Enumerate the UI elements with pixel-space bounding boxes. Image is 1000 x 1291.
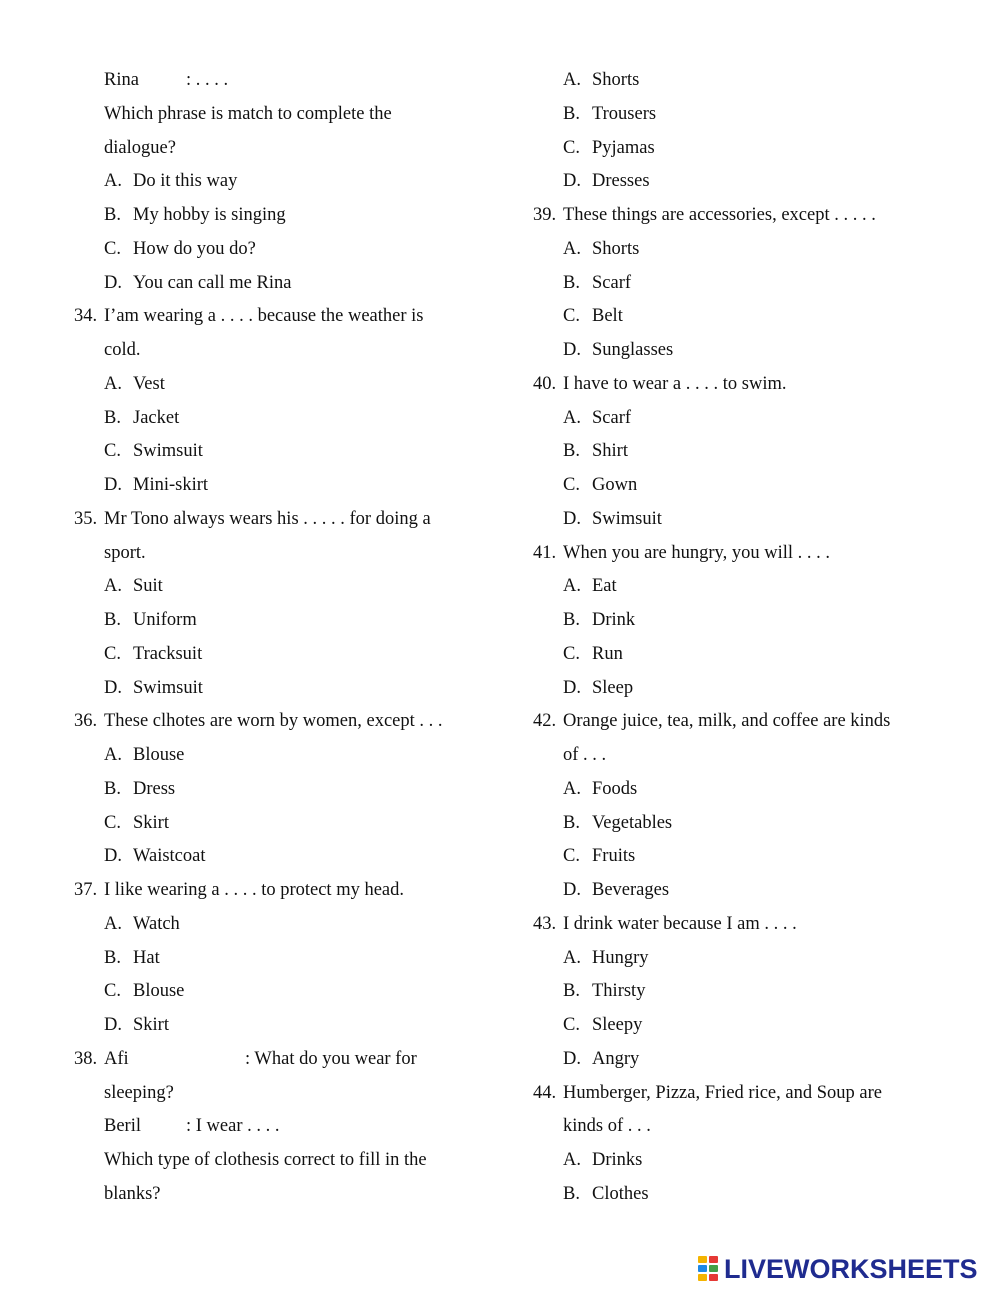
answer-option[interactable] [104,840,504,874]
dialogue-text: : . . . . [186,70,229,90]
option-text: Scarf [592,407,632,428]
answer-option[interactable] [563,874,963,908]
question-number: 42. [533,711,557,732]
question-text: I’am wearing a . . . . because the weather is [104,306,424,327]
answer-option[interactable] [563,98,963,132]
dialogue-text: : I wear . . . . [186,1116,280,1137]
logo-block [709,1265,718,1272]
answer-option[interactable] [104,402,504,436]
option-letter: D. [563,880,581,900]
option-letter: C. [563,475,580,495]
answer-option[interactable] [563,334,963,368]
option-text: Belt [592,306,623,327]
option-letter: A. [563,947,581,968]
liveworksheets-logo[interactable] [698,1253,978,1285]
option-text: Dress [133,778,176,799]
option-text: Angry [592,1048,640,1069]
option-text: Fruits [592,846,636,867]
question-text-line: kinds of . . . [563,1116,651,1137]
option-text: Skirt [133,1015,169,1035]
option-letter: C. [563,306,580,327]
option-letter: A. [563,238,581,259]
option-text: Clothes [592,1183,649,1204]
option-letter: D. [104,272,122,293]
question-number: 38. [74,1048,98,1069]
option-letter: D. [563,340,581,360]
option-text: Waistcoat [133,846,206,867]
question-text: These clhotes are worn by women, except . . . [104,711,443,732]
option-letter: B. [563,1183,580,1204]
option-letter: A. [563,1150,581,1170]
option-letter: C. [104,643,121,664]
speaker-name: Rina [104,70,139,90]
option-text: Swimsuit [133,677,203,698]
answer-option[interactable] [563,840,963,874]
option-letter: D. [104,1015,122,1035]
logo-block [709,1274,718,1281]
answer-option[interactable] [563,807,963,841]
option-letter: B. [104,205,121,225]
dialogue-text: : What do you wear for [245,1048,417,1069]
answer-option[interactable] [563,469,963,503]
question-text: Orange juice, tea, milk, and coffee are kinds [563,711,891,732]
answer-option[interactable] [104,807,504,841]
option-letter: B. [563,441,580,462]
option-text: Vegetables [592,812,673,833]
answer-option[interactable] [563,638,963,672]
option-text: Shorts [592,70,640,90]
option-letter: C. [563,846,580,867]
option-text: Run [592,643,623,664]
option-text: Sleep [592,677,634,698]
speaker-name: Beril [104,1116,141,1137]
answer-option[interactable] [563,503,963,537]
answer-option[interactable] [104,368,504,402]
option-text: Blouse [133,981,185,1002]
option-text: How do you do? [133,238,256,259]
option-letter: C. [563,643,580,664]
answer-option[interactable] [563,165,963,199]
option-letter: A. [104,171,122,192]
question [74,874,504,908]
question-number: 44. [533,1082,557,1103]
answer-option[interactable] [104,942,504,976]
answer-option[interactable] [563,672,963,706]
option-text: Thirsty [592,981,646,1002]
option-letter: B. [104,407,121,428]
question-text: These things are accessories, except . . . . . [563,205,876,225]
question [533,908,963,942]
option-letter: A. [563,576,581,597]
question-text: When you are hungry, you will . . . . [563,542,830,563]
question-number: 34. [74,306,98,327]
option-text: Foods [592,778,638,799]
option-text: Do it this way [133,171,238,192]
option-letter: B. [563,812,580,833]
option-text: Hat [133,947,160,968]
logo-block [698,1256,707,1263]
dialogue-line [74,1043,504,1077]
option-text: Shirt [592,441,628,462]
question [533,199,963,233]
answer-option[interactable] [104,975,504,1009]
answer-option[interactable] [563,1178,963,1212]
option-text: Blouse [133,745,185,765]
answer-option[interactable] [563,402,963,436]
option-text: Uniform [133,610,197,630]
answer-option[interactable] [563,773,963,807]
option-letter: A. [563,70,581,90]
question-number: 43. [533,913,557,934]
option-letter: A. [104,576,122,597]
question-text: I have to wear a . . . . to swim. [563,373,787,394]
answer-option[interactable] [563,64,963,98]
liveworksheets-blocks-icon [698,1256,720,1282]
question-number: 39. [533,205,557,225]
option-letter: A. [104,745,122,765]
answer-option[interactable] [563,267,963,301]
option-text: Shorts [592,238,640,259]
option-text: Hungry [592,947,649,968]
option-text: Eat [592,576,617,597]
option-letter: C. [563,137,580,158]
option-letter: C. [104,441,121,462]
answer-option[interactable] [104,199,504,233]
question-text-line: of . . . [563,745,607,765]
option-text: Watch [133,913,180,934]
option-text: Suit [133,576,163,597]
option-text: Pyjamas [592,137,655,158]
option-letter: D. [104,677,122,698]
question-text: Mr Tono always wears his . . . . . for doing a [104,508,431,529]
answer-option[interactable] [104,908,504,942]
answer-option[interactable] [104,739,504,773]
option-text: Vest [133,373,165,394]
question-number: 36. [74,711,98,732]
question-number: 37. [74,880,98,900]
question-number: 35. [74,508,98,529]
answer-option[interactable] [563,300,963,334]
option-text: Drinks [592,1150,643,1170]
option-letter: D. [104,846,122,867]
question-text: Humberger, Pizza, Fried rice, and Soup are [563,1082,882,1103]
option-letter: B. [563,272,580,293]
option-letter: B. [563,103,580,124]
answer-option[interactable] [104,570,504,604]
logo-block [698,1274,707,1281]
answer-option[interactable] [104,672,504,706]
question-text: I like wearing a . . . . to protect my head. [104,880,405,900]
option-letter: B. [563,981,580,1002]
option-text: Skirt [133,812,169,833]
answer-option[interactable] [563,604,963,638]
option-letter: A. [563,407,581,428]
answer-option[interactable] [563,1144,963,1178]
option-letter: D. [563,171,581,192]
answer-option[interactable] [563,942,963,976]
speaker-name: Afi [104,1048,129,1069]
answer-option[interactable] [563,1009,963,1043]
answer-option[interactable] [563,570,963,604]
question-text-line: sleeping? [104,1082,174,1103]
answer-option[interactable] [104,604,504,638]
option-letter: B. [104,610,121,630]
logo-block [698,1265,707,1272]
option-letter: C. [563,1015,580,1035]
question-text-line: Which phrase is match to complete the [104,103,392,124]
answer-option[interactable] [563,1043,963,1077]
question-text-line: dialogue? [104,137,176,158]
option-text: Trousers [592,103,657,124]
question [533,368,963,402]
option-letter: B. [104,778,121,799]
left-column [74,64,504,1212]
option-letter: C. [104,238,121,259]
option-text: Scarf [592,272,632,293]
option-text: Drink [592,610,636,630]
option-text: My hobby is singing [133,205,286,225]
option-letter: B. [563,610,580,630]
question-text-line: Which type of clothesis correct to fill in the [104,1150,427,1170]
question [533,537,963,571]
answer-option[interactable] [563,975,963,1009]
question-text-line: sport. [104,542,146,563]
logo-text: LIVEWORKSHEETS [724,1254,978,1284]
option-letter: A. [104,913,122,934]
option-letter: D. [563,677,581,698]
option-text: Jacket [133,407,180,428]
answer-option[interactable] [563,435,963,469]
option-letter: B. [104,947,121,968]
answer-option[interactable] [104,773,504,807]
answer-option[interactable] [104,165,504,199]
option-text: Swimsuit [133,441,203,462]
option-text: Mini-skirt [133,475,209,495]
question [74,705,504,739]
option-letter: C. [104,981,121,1002]
logo-block [709,1256,718,1263]
answer-option[interactable] [563,132,963,166]
option-text: Swimsuit [592,508,662,529]
question [74,300,504,334]
option-text: Dresses [592,171,650,192]
option-letter: D. [563,508,581,529]
question-number: 41. [533,542,557,563]
answer-option[interactable] [104,1009,504,1043]
question-text: I drink water because I am . . . . [563,913,797,934]
option-letter: A. [104,373,122,394]
question [533,705,963,739]
option-letter: C. [104,812,121,833]
right-column [533,64,963,1212]
option-letter: D. [104,475,122,495]
dialogue-line [104,1110,504,1144]
question-text-line: cold. [104,340,141,360]
option-letter: A. [563,778,581,799]
option-text: Sleepy [592,1015,643,1035]
option-text: Gown [592,475,638,495]
option-text: Beverages [592,880,670,900]
answer-option[interactable] [104,638,504,672]
answer-option[interactable] [563,233,963,267]
option-text: You can call me Rina [133,272,292,293]
question [533,1077,963,1111]
answer-option[interactable] [104,233,504,267]
question [74,503,504,537]
question-number: 40. [533,373,557,394]
answer-option[interactable] [104,469,504,503]
question-text-line: blanks? [104,1183,161,1204]
option-text: Sunglasses [592,340,674,360]
option-letter: D. [563,1048,581,1069]
option-text: Tracksuit [133,643,203,664]
dialogue-line [104,64,504,98]
answer-option[interactable] [104,267,504,301]
answer-option[interactable] [104,435,504,469]
